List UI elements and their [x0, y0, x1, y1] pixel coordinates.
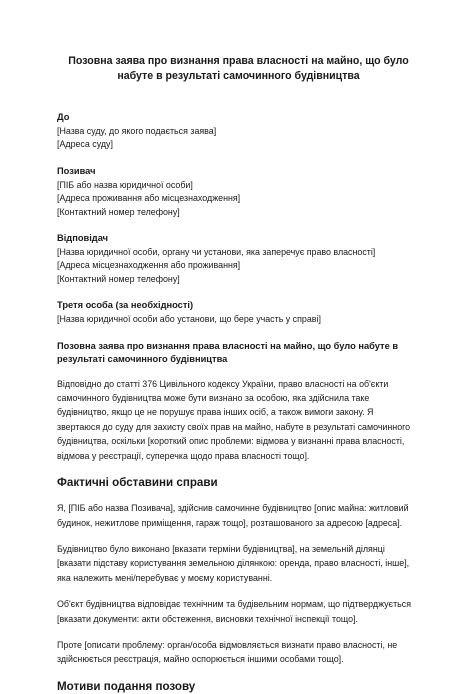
facts-paragraph: Я, [ПІБ або назва Позивача], здійснив самочинне будівництво [опис майна: житловий будинок, нежитлове приміщення, гараж тощо], розташованого за адресою [адреса].: [57, 503, 409, 528]
third-party-block: [57, 299, 416, 326]
claim-paragraph: Відповідно до статті 376 Цивільного кодексу України, право власності на об'єкти самочинного будівництва може бути визнано за особою, яка здійснила таке будівництво, якщо це не порушує права інших осіб, а також вимоги закону. Я звертаюся до суду для захисту своїх прав на майно, набуте в результаті самочинного будівництва, оскільки [короткий опис проблеми: відмова у визнанні права власності, відмова у реєстрації, суперечка щодо права власності тощо].: [57, 378, 411, 461]
plaintiff-line: [ПІБ або назва юридичної особи]: [57, 179, 193, 190]
addressee-block: [57, 111, 416, 152]
plaintiff-line: [Контактний номер телефону]: [57, 206, 180, 217]
third-party-line: [Назва юридичної особи або установи, що бере участь у справі]: [57, 314, 321, 325]
third-party-heading: Третя особа (за необхідності): [57, 300, 194, 311]
facts-paragraph: Будівництво було виконано [вказати терміни будівництва], на земельній ділянці [вказати підставу користування земельною ділянкою: оренда, право власності, інше], яка належить мені/перебуває у моєму користуванні.: [57, 543, 410, 583]
defendant-line: [Адреса місцезнаходження або проживання]: [57, 260, 241, 271]
defendant-block: [57, 232, 416, 286]
addressee-line: [Адреса суду]: [57, 139, 113, 150]
plaintiff-line: [Адреса проживання або місцезнаходження]: [57, 193, 241, 204]
facts-paragraph: Об'єкт будівництва відповідає технічним та будівельним нормам, що підтверджується [вказати документи: акти обстеження, висновки технічної інспекції тощо].: [57, 599, 412, 624]
addressee-heading: До: [57, 112, 70, 122]
facts-paragraph: Проте [описати проблему: орган/особа відмовляється визнати право власності, не здійснюється реєстрація, майно оспорюється іншими особами тощо].: [57, 639, 398, 665]
defendant-heading: Відповідач: [57, 233, 109, 244]
defendant-line: [Назва юридичної особи, органу чи установи, яка заперечує право власності]: [57, 247, 376, 258]
plaintiff-heading: Позивач: [57, 165, 96, 176]
claim-title: Позовна заява про визнання права власності на майно, що було набуте в результаті самочинного будівництва: [57, 340, 399, 365]
defendant-line: [Контактний номер телефону]: [57, 273, 180, 284]
document-title: Позовна заява про визнання права власності на майно, що було набуте в результаті самочинного будівництва: [68, 55, 409, 82]
plaintiff-block: [57, 165, 416, 219]
motives-heading: Мотиви подання позову: [57, 679, 196, 693]
facts-heading: Фактичні обставини справи: [57, 476, 218, 490]
addressee-line: [Назва суду, до якого подається заява]: [57, 126, 217, 136]
